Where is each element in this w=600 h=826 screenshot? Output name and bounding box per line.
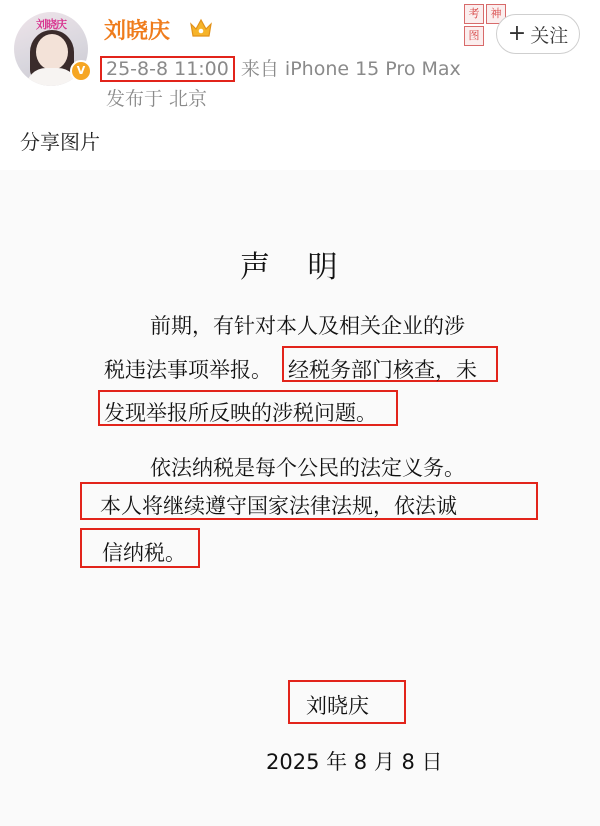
- post-date: 25-8-8 11:00: [100, 56, 235, 82]
- follow-label: 关注: [530, 24, 569, 47]
- crown-icon: [188, 16, 214, 40]
- stamp-char: 图: [464, 26, 484, 46]
- stamp-char: 神: [486, 4, 506, 24]
- avatar-text: 刘晓庆: [36, 18, 66, 31]
- statement-date: 2025 年 8 月 8 日: [266, 750, 443, 774]
- statement-line: 经税务部门核查，未: [288, 358, 477, 382]
- post-source: 来自 iPhone 15 Pro Max: [240, 58, 461, 80]
- statement-line: 税违法事项举报。: [104, 358, 272, 382]
- statement-line: 发现举报所反映的涉税问题。: [104, 401, 377, 425]
- statement-line: 信纳税。: [102, 541, 186, 565]
- username[interactable]: 刘晓庆: [104, 19, 171, 44]
- statement-signature: 刘晓庆: [306, 694, 369, 718]
- statement-line: 依法纳税是每个公民的法定义务。: [150, 456, 465, 480]
- post-location: 发布于 北京: [106, 88, 208, 110]
- post-caption: 分享图片: [20, 130, 100, 154]
- statement-image[interactable]: [0, 170, 600, 826]
- avatar-face: [36, 34, 68, 70]
- verified-icon: V: [70, 60, 92, 82]
- plus-icon: +: [507, 21, 527, 46]
- statement-title: 声 明: [240, 250, 352, 285]
- follow-button[interactable]: [496, 14, 580, 54]
- statement-line: 本人将继续遵守国家法律法规，依法诚: [100, 494, 457, 518]
- statement-line: 前期，有针对本人及相关企业的涉: [150, 314, 465, 338]
- post-header: [0, 0, 600, 115]
- stamp-char: 考: [464, 4, 484, 24]
- post-meta: [106, 54, 461, 82]
